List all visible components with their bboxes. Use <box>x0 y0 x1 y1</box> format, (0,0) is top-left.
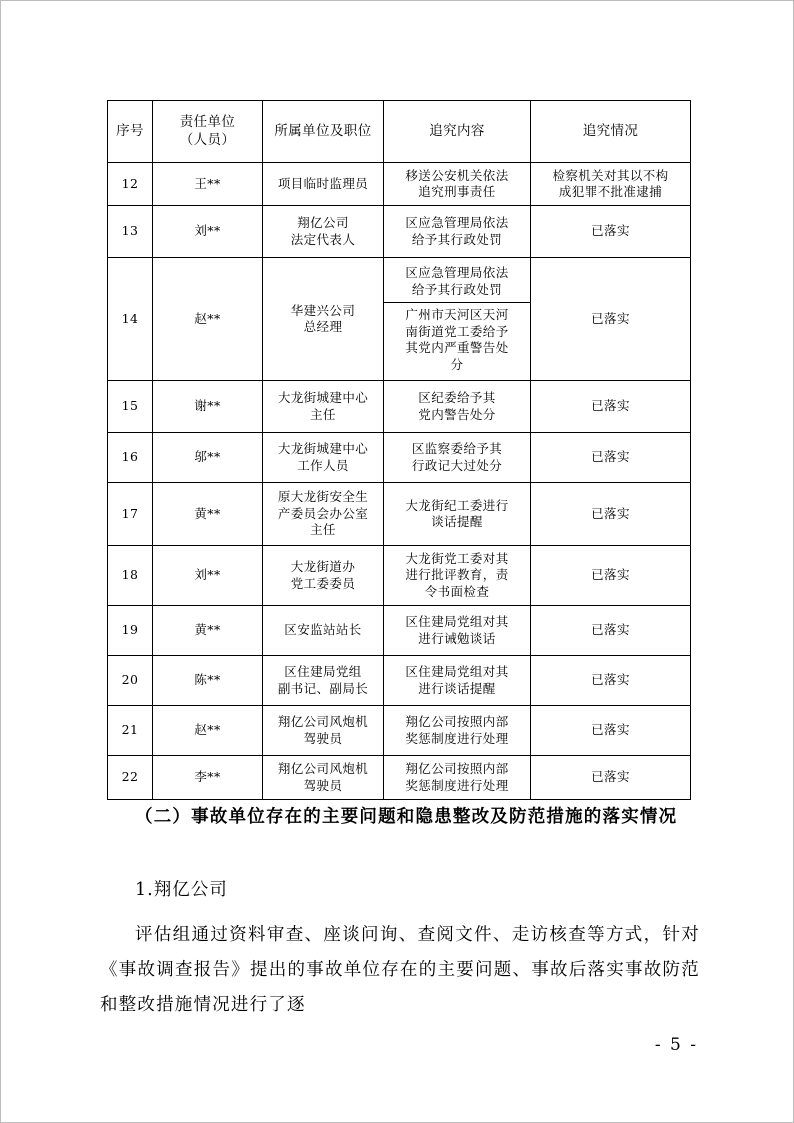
cell-content <box>384 258 531 381</box>
cell-content-subcell <box>384 303 530 378</box>
cell-content-line: 奖惩制度进行处理 <box>405 730 509 746</box>
cell-position-line: 区安监站站长 <box>284 622 362 638</box>
cell-sequence: 20 <box>108 656 153 706</box>
table-row <box>108 756 691 800</box>
cell-status-line: 已落实 <box>591 722 630 738</box>
cell-content-line: 大龙街纪工委进行 <box>405 497 509 513</box>
cell-position-line: 翔亿公司 <box>297 215 349 230</box>
cell-content-subrow <box>384 261 530 303</box>
accountability-table <box>107 100 691 800</box>
table-row <box>108 258 691 381</box>
cell-content <box>384 381 531 433</box>
cell-status-line: 已落实 <box>591 505 630 521</box>
cell-status-line: 已落实 <box>591 769 630 785</box>
cell-position-line: 总经理 <box>303 319 343 334</box>
cell-content-line: 给予其行政处罚 <box>411 281 503 297</box>
cell-content-line: 谈话提醒 <box>431 514 483 529</box>
cell-position-line: 大龙街城建中心 <box>277 441 369 456</box>
cell-content-line: 移送公安机关依法 <box>405 167 509 183</box>
cell-position-line: 大龙街城建中心 <box>277 390 369 405</box>
column-header-position: 所属单位及职位 <box>263 101 384 163</box>
section-heading: （二）事故单位存在的主要问题和隐患整改及防范措施的落实情况 <box>135 807 678 827</box>
cell-content-subtable <box>384 261 530 377</box>
cell-status-line: 检察机关对其以不构 <box>552 167 669 183</box>
column-header-responsible-unit <box>153 101 263 163</box>
page-number: - 5 - <box>654 1035 698 1055</box>
cell-responsible-person: 刘** <box>153 206 263 258</box>
cell-status <box>531 656 691 706</box>
cell-content-line: 区应急管理局依法 <box>405 215 509 230</box>
cell-sequence: 15 <box>108 381 153 433</box>
cell-content-subcell <box>384 261 530 303</box>
cell-position-line: 原大龙街安全生 <box>277 489 369 505</box>
table-row <box>108 483 691 546</box>
cell-status <box>531 206 691 258</box>
body-paragraph-block <box>100 918 700 1023</box>
table-body <box>108 163 691 800</box>
cell-content-line: 区监察委给予其 <box>411 441 503 456</box>
section-heading-block <box>100 800 700 835</box>
cell-content-line: 大龙街党工委对其 <box>405 550 509 566</box>
table-row <box>108 381 691 433</box>
cell-sequence: 12 <box>108 163 153 206</box>
cell-content-line: 进行批评教育，责 <box>405 567 509 583</box>
cell-status-line: 已落实 <box>591 310 630 326</box>
cell-content-line: 给予其行政处罚 <box>411 231 503 247</box>
cell-position <box>263 483 384 546</box>
cell-content-line: 行政记大过处分 <box>411 457 503 473</box>
cell-sequence: 13 <box>108 206 153 258</box>
cell-position-line: 副书记、副局长 <box>277 680 369 696</box>
cell-sequence: 19 <box>108 606 153 656</box>
cell-position <box>263 756 384 800</box>
cell-status <box>531 483 691 546</box>
cell-content-line: 区纪委给予其 <box>418 390 496 405</box>
table-row <box>108 206 691 258</box>
cell-responsible-person: 陈** <box>153 656 263 706</box>
cell-responsible-person: 李** <box>153 756 263 800</box>
cell-content-line: 党内警告处分 <box>418 406 496 422</box>
table-row <box>108 163 691 206</box>
cell-sequence: 14 <box>108 258 153 381</box>
cell-content-line: 分 <box>450 356 464 372</box>
cell-sequence: 21 <box>108 706 153 756</box>
cell-position <box>263 163 384 206</box>
cell-position-line: 法定代表人 <box>290 231 356 247</box>
cell-position <box>263 381 384 433</box>
cell-position-line: 华建兴公司 <box>290 302 356 318</box>
cell-content-line: 奖惩制度进行处理 <box>405 777 509 793</box>
cell-content <box>384 756 531 800</box>
cell-position-line: 驾驶员 <box>303 730 343 746</box>
cell-position-line: 主任 <box>310 406 336 422</box>
cell-position <box>263 433 384 483</box>
cell-content-line: 追究刑事责任 <box>418 184 496 199</box>
table-row <box>108 606 691 656</box>
cell-content <box>384 656 531 706</box>
cell-position-line: 大龙街道办 <box>290 559 356 574</box>
cell-position-line: 工作人员 <box>297 457 349 473</box>
cell-position-line: 驾驶员 <box>303 777 343 793</box>
body-paragraph: 评估组通过资料审查、座谈问询、查阅文件、走访核查等方式，针对《事故调查报告》提出的事故单位存在的主要问题、事故后落实事故防范和整改措施情况进行了逐 <box>100 925 700 1015</box>
column-header-content: 追究内容 <box>384 101 531 163</box>
cell-content-line: 进行诫勉谈话 <box>418 630 496 646</box>
cell-responsible-person: 赵** <box>153 258 263 381</box>
cell-status <box>531 606 691 656</box>
cell-position-line: 翔亿公司风炮机 <box>277 714 369 729</box>
table-row <box>108 656 691 706</box>
cell-responsible-person: 谢** <box>153 381 263 433</box>
cell-position-line: 区住建局党组 <box>284 664 362 679</box>
cell-position <box>263 706 384 756</box>
column-header-status: 追究情况 <box>531 101 691 163</box>
cell-content-line: 翔亿公司按照内部 <box>405 714 509 729</box>
cell-position-line: 主任 <box>310 522 336 538</box>
table-row <box>108 546 691 606</box>
cell-responsible-person: 刘** <box>153 546 263 606</box>
cell-content-line: 其党内严重警告处 <box>405 340 509 355</box>
cell-status-line: 已落实 <box>591 223 630 239</box>
column-header-sequence: 序号 <box>108 101 153 163</box>
cell-content-line: 翔亿公司按照内部 <box>405 761 509 776</box>
cell-content <box>384 606 531 656</box>
cell-content-line: 进行谈话提醒 <box>418 680 496 696</box>
cell-position-line: 党工委委员 <box>290 575 356 591</box>
cell-position-line: 产委员会办公室 <box>277 505 369 521</box>
cell-status-line: 已落实 <box>591 567 630 583</box>
cell-status <box>531 546 691 606</box>
cell-status-line: 成犯罪不批准逮捕 <box>558 184 663 199</box>
cell-content <box>384 206 531 258</box>
cell-position-line: 翔亿公司风炮机 <box>277 761 369 776</box>
cell-status-line: 已落实 <box>591 672 630 688</box>
cell-content-line: 令书面检查 <box>424 583 490 599</box>
table-row <box>108 433 691 483</box>
subsection-heading-block <box>100 873 700 908</box>
cell-content <box>384 163 531 206</box>
cell-content <box>384 433 531 483</box>
cell-content <box>384 546 531 606</box>
cell-responsible-person: 邬** <box>153 433 263 483</box>
cell-status <box>531 381 691 433</box>
cell-position <box>263 258 384 381</box>
cell-responsible-person: 黄** <box>153 606 263 656</box>
cell-content <box>384 706 531 756</box>
cell-status-line: 已落实 <box>591 398 630 414</box>
table-header <box>108 101 691 163</box>
cell-content <box>384 483 531 546</box>
cell-position <box>263 606 384 656</box>
cell-sequence: 22 <box>108 756 153 800</box>
table-row <box>108 706 691 756</box>
column-header-responsible-unit-line2: （人员） <box>179 131 236 148</box>
cell-status <box>531 163 691 206</box>
cell-status-line: 已落实 <box>591 622 630 638</box>
column-header-responsible-unit-line1: 责任单位 <box>179 113 236 130</box>
cell-content-line: 区应急管理局依法 <box>405 265 509 280</box>
cell-status-line: 已落实 <box>591 449 630 465</box>
cell-sequence: 17 <box>108 483 153 546</box>
cell-content-subrow <box>384 303 530 378</box>
cell-content-line: 区住建局党组对其 <box>405 664 509 679</box>
table-header-row <box>108 101 691 163</box>
cell-content-line: 区住建局党组对其 <box>405 614 509 629</box>
cell-responsible-person: 王** <box>153 163 263 206</box>
cell-position <box>263 546 384 606</box>
cell-position <box>263 206 384 258</box>
cell-sequence: 18 <box>108 546 153 606</box>
cell-sequence: 16 <box>108 433 153 483</box>
cell-status <box>531 258 691 381</box>
subsection-heading: 1.翔亿公司 <box>135 880 228 900</box>
cell-content-line: 广州市天河区天河 <box>405 307 509 322</box>
cell-status <box>531 756 691 800</box>
cell-content-line: 南街道党工委给予 <box>405 323 509 339</box>
cell-status <box>531 706 691 756</box>
cell-responsible-person: 黄** <box>153 483 263 546</box>
cell-position <box>263 656 384 706</box>
cell-status <box>531 433 691 483</box>
cell-responsible-person: 赵** <box>153 706 263 756</box>
cell-position-line: 项目临时监理员 <box>277 175 369 191</box>
